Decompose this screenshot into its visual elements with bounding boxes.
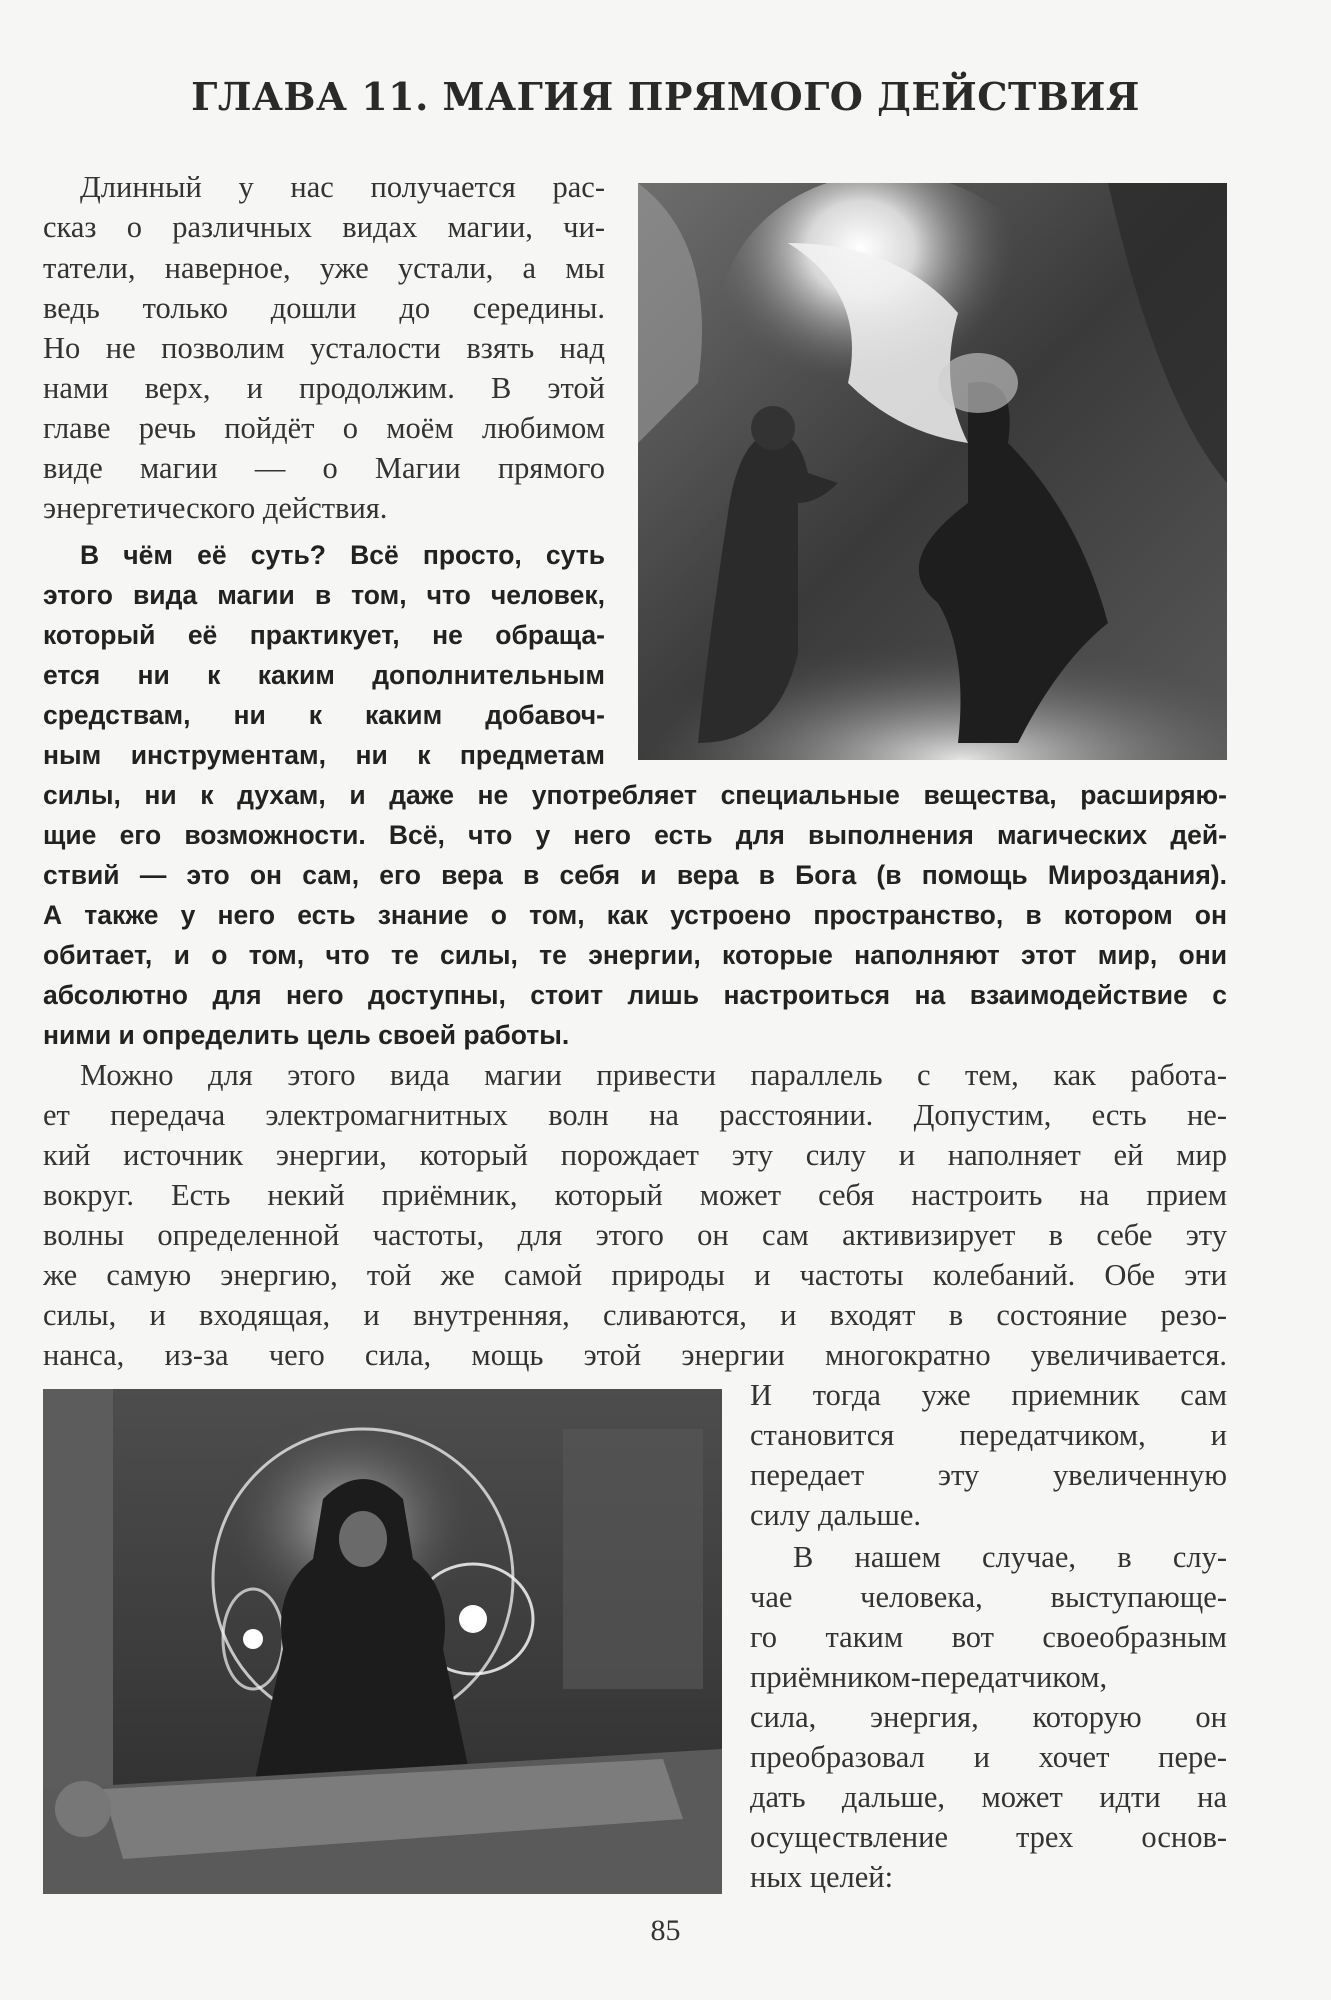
text-line: нанса, из-за чего сила, мощь этой энергии многократно увеличивается.	[43, 1338, 1227, 1372]
text-line: силы, ни к духам, и даже не употребляет специальные вещества, расширяю-	[43, 780, 1227, 810]
text-line: ствий — это он сам, его вера в себя и вера в Бога (в помощь Мироздания).	[43, 860, 1227, 890]
text-line: энергетического действия.	[43, 491, 388, 525]
text-line: В нашем случае, в слу-	[793, 1540, 1227, 1574]
text-line: кий источник энергии, который порождает эту силу и наполняет ей мир	[43, 1138, 1227, 1172]
text-line: главе речь пойдёт о моём любимом	[43, 411, 605, 445]
text-line: становится передатчиком, и	[750, 1418, 1227, 1452]
text-line: силу дальше.	[750, 1498, 922, 1532]
text-line: чае человека, выступающе-	[750, 1580, 1227, 1614]
text-line: В чём её суть? Всё просто, суть	[80, 540, 605, 570]
text-line: вокруг. Есть некий приёмник, который может себя настроить на прием	[43, 1178, 1227, 1212]
page-number: 85	[650, 1914, 681, 1947]
text-line: же самую энергию, той же самой природы и частоты колебаний. Обе эти	[43, 1258, 1227, 1292]
text-line: средствам, ни к каким добавоч-	[43, 700, 605, 730]
text-line: дать дальше, может идти на	[750, 1780, 1227, 1814]
text-line: приёмником-передатчиком,	[750, 1660, 1108, 1694]
text-line: щие его возможности. Всё, что у него есть для выполнения магических дей-	[43, 820, 1227, 850]
text-line: Можно для этого вида магии привести параллель с тем, как работа-	[80, 1058, 1227, 1092]
text-line: который её практикует, не обраща-	[43, 620, 605, 650]
text-line: ным инструментам, ни к предметам	[43, 740, 605, 770]
text-line: силы, и входящая, и внутренняя, сливаются, и входят в состояние резо-	[43, 1298, 1227, 1332]
text-line: волны определенной частоты, для этого он сам активизирует в себе эту	[43, 1218, 1227, 1252]
text-line: этого вида магии в том, что человек,	[43, 580, 605, 610]
text-line: преобразовал и хочет пере-	[750, 1740, 1227, 1774]
text-line: ных целей:	[750, 1860, 894, 1894]
text-line: А также у него есть знание о том, как устроено пространство, в котором он	[43, 900, 1227, 930]
text-line: ними и определить цель своей работы.	[43, 1020, 570, 1050]
text-line: сила, энергия, которую он	[750, 1700, 1227, 1734]
text-line: осуществление трех основ-	[750, 1820, 1227, 1854]
text-line: нами верх, и продолжим. В этой	[43, 371, 605, 405]
text-line: ет передача электромагнитных волн на расстоянии. Допустим, есть не-	[43, 1098, 1227, 1132]
text-line: ется ни к каким дополнительным	[43, 660, 605, 690]
text-line: И тогда уже приемник сам	[750, 1378, 1227, 1412]
text-line: го таким вот своеобразным	[750, 1620, 1227, 1654]
text-line: татели, наверное, уже устали, а мы	[43, 251, 605, 285]
text-line: Длинный у нас получается рас-	[80, 170, 605, 204]
illustration-hooded-mage	[43, 1389, 722, 1894]
text-line: виде магии — о Магии прямого	[43, 451, 605, 485]
illustration-energy-wizard	[638, 183, 1227, 760]
text-line: сказ о различных видах магии, чи-	[43, 210, 605, 244]
text-line: обитает, и о том, что те силы, те энергии, которые наполняют этот мир, они	[43, 940, 1227, 970]
text-line: передает эту увеличенную	[750, 1458, 1227, 1492]
text-line: ведь только дошли до середины.	[43, 291, 605, 325]
text-line: Но не позволим усталости взять над	[43, 331, 605, 365]
text-line: абсолютно для него доступны, стоит лишь настроиться на взаимодействие с	[43, 980, 1227, 1010]
chapter-title: ГЛАВА 11. МАГИЯ ПРЯМОГО ДЕЙСТВИЯ	[191, 74, 1140, 119]
